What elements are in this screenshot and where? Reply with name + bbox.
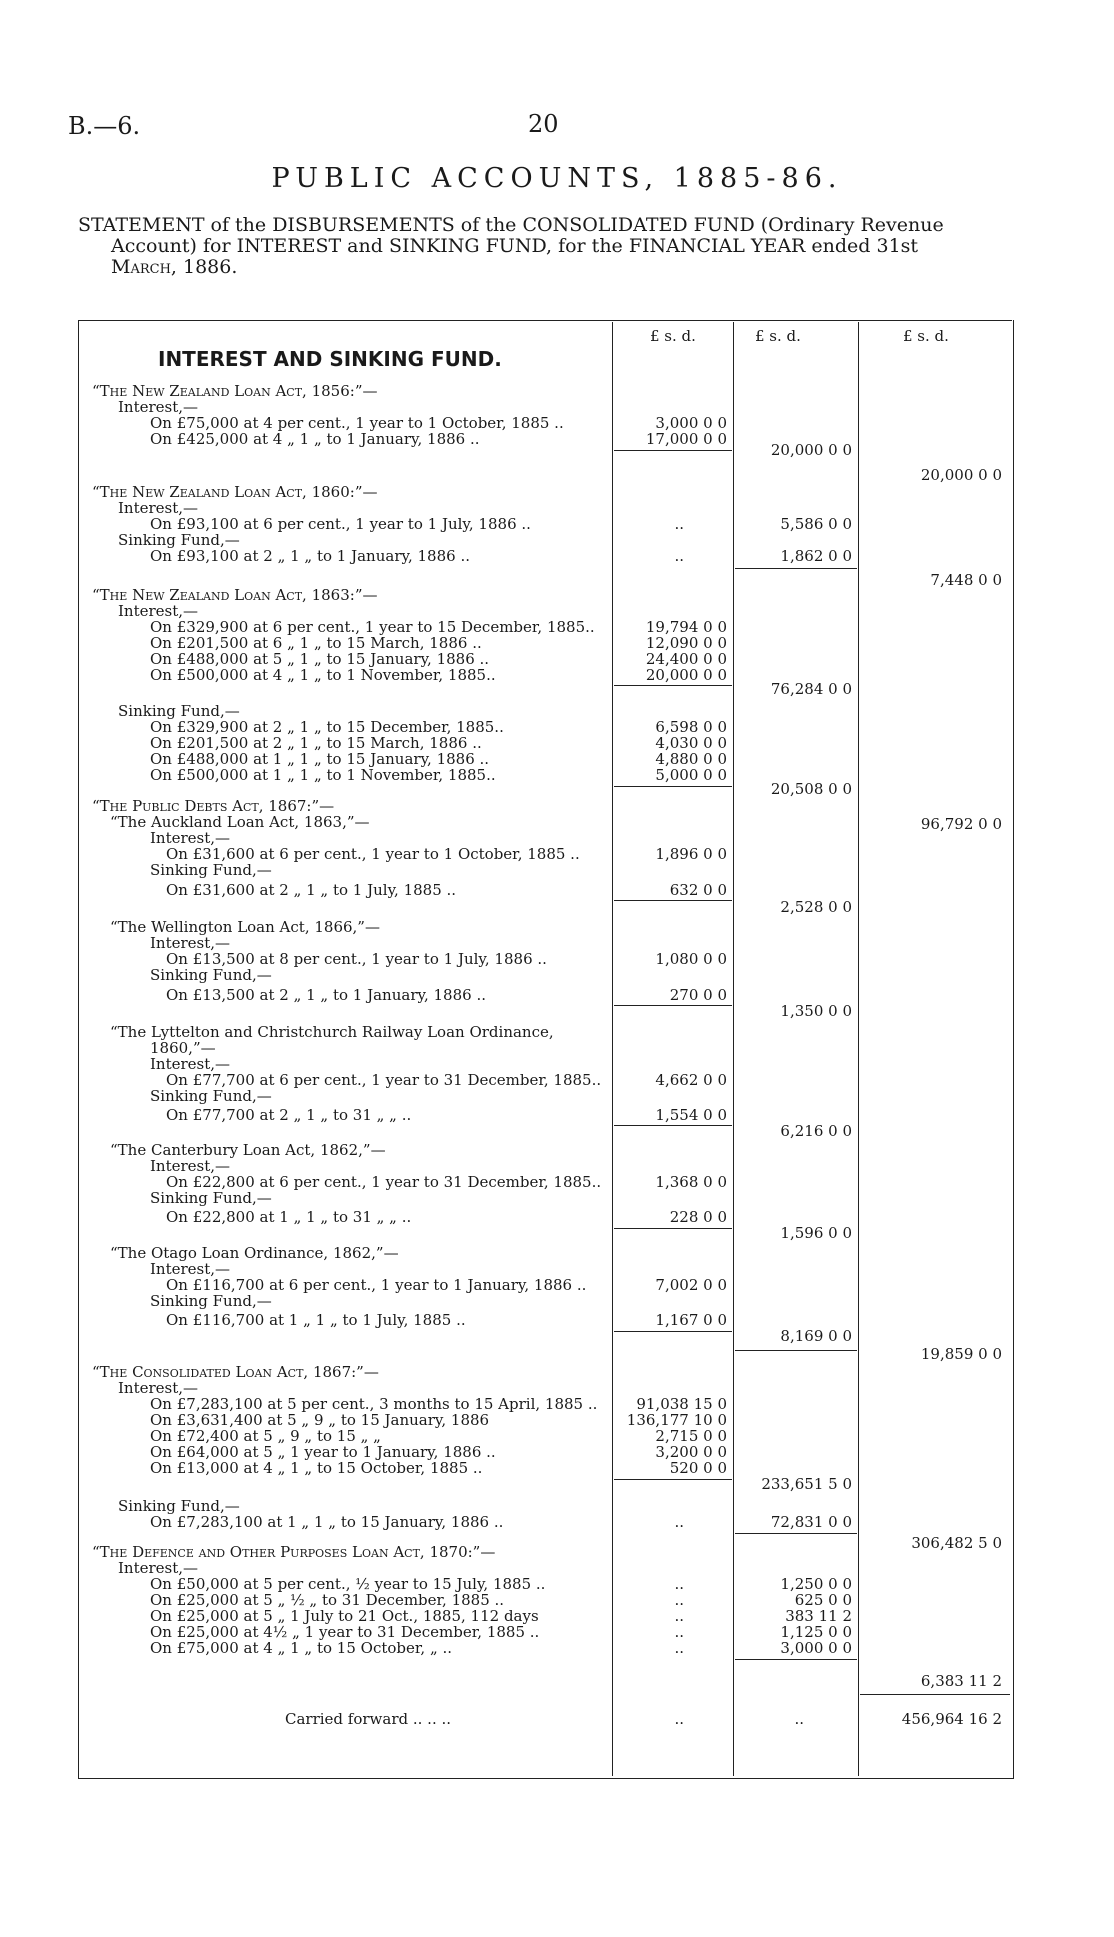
subtotal-rule [735, 1350, 857, 1351]
amount-col1: .. [674, 1607, 684, 1625]
amount-col2: 3,000 0 0 [780, 1639, 852, 1657]
table-row: On £31,600 at 6 per cent., 1 year to 1 October, 1885 .. [166, 845, 580, 863]
subheading: Sinking Fund,— [118, 702, 240, 720]
amount-col1: 4,030 0 0 [655, 734, 727, 752]
amount-col1: 1,554 0 0 [655, 1106, 727, 1124]
subheading: Interest,— [118, 1379, 199, 1397]
table-row: On £7,283,100 at 1 „ 1 „ to 15 January, 1886 .. [150, 1513, 504, 1531]
ordinance-heading-cont: 1860,”— [150, 1039, 216, 1057]
amount-col1: 228 0 0 [669, 1208, 727, 1226]
table-row: On £488,000 at 5 „ 1 „ to 15 January, 1886 .. [150, 650, 490, 668]
act-heading: “The New Zealand Loan Act, 1860:”— [92, 483, 378, 501]
subheading: Sinking Fund,— [150, 861, 272, 879]
table-row: On £201,500 at 2 „ 1 „ to 15 March, 1886 .. [150, 734, 482, 752]
statement-line-1: STATEMENT of the DISBURSEMENTS of the CONSOLIDATED FUND (Ordinary Revenue [78, 214, 944, 236]
amount-col1: .. [674, 1623, 684, 1641]
table-row: On £488,000 at 1 „ 1 „ to 15 January, 1886 .. [150, 750, 490, 768]
amount-col3: 6,383 11 2 [920, 1672, 1002, 1690]
table-row: On £116,700 at 6 per cent., 1 year to 1 January, 1886 .. [166, 1276, 587, 1294]
table-row: On £201,500 at 6 „ 1 „ to 15 March, 1886 .. [150, 634, 482, 652]
amount-col1: .. [674, 1710, 684, 1728]
subheading: Interest,— [150, 829, 231, 847]
subtotal-rule [614, 1228, 732, 1229]
column-header: £ s. d. [650, 327, 696, 345]
subtotal-rule [735, 1659, 857, 1660]
amount-col1: .. [674, 1591, 684, 1609]
table-row: On £75,000 at 4 „ 1 „ to 15 October, „ .. [150, 1639, 453, 1657]
ordinance-heading: “The Canterbury Loan Act, 1862,”— [110, 1141, 386, 1159]
column-header: £ s. d. [903, 327, 949, 345]
amount-col1: 520 0 0 [669, 1459, 727, 1477]
amount-col2: 20,508 0 0 [770, 780, 852, 798]
table-row: On £72,400 at 5 „ 9 „ to 15 „ „ [150, 1427, 381, 1445]
amount-col1: 20,000 0 0 [645, 666, 727, 684]
amount-col1: 7,002 0 0 [655, 1276, 727, 1294]
column-header: £ s. d. [755, 327, 801, 345]
table-row: On £25,000 at 4½ „ 1 year to 31 December, 1885 .. [150, 1623, 540, 1641]
amount-col2: 76,284 0 0 [770, 680, 852, 698]
statement-line-3: March, 1886. [111, 256, 238, 278]
amount-col1: 4,880 0 0 [655, 750, 727, 768]
table-row: On £13,500 at 2 „ 1 „ to 1 January, 1886 .. [166, 986, 486, 1004]
subheading: Sinking Fund,— [150, 1087, 272, 1105]
subheading: Sinking Fund,— [118, 1497, 240, 1515]
amount-col2: 383 11 2 [785, 1607, 852, 1625]
table-row: On £93,100 at 2 „ 1 „ to 1 January, 1886 .. [150, 547, 470, 565]
subtotal-rule [614, 1005, 732, 1006]
page-reference: B.—6. [68, 112, 141, 140]
amount-col3: 19,859 0 0 [920, 1345, 1002, 1363]
amount-col1: .. [674, 1639, 684, 1657]
amount-col1: 12,090 0 0 [645, 634, 727, 652]
table-row: On £93,100 at 6 per cent., 1 year to 1 July, 1886 .. [150, 515, 531, 533]
amount-col2: 1,596 0 0 [780, 1224, 852, 1242]
page-title: PUBLIC ACCOUNTS, 1885-86. [271, 163, 843, 194]
act-heading: “The New Zealand Loan Act, 1863:”— [92, 586, 378, 604]
amount-col2: 8,169 0 0 [780, 1327, 852, 1345]
table-row: On £3,631,400 at 5 „ 9 „ to 15 January, 1886 [150, 1411, 490, 1429]
amount-col3: 96,792 0 0 [920, 815, 1002, 833]
section-heading: INTEREST AND SINKING FUND. [158, 347, 502, 371]
subtotal-rule [614, 786, 732, 787]
subheading: Interest,— [118, 602, 199, 620]
subtotal-rule [735, 1533, 857, 1534]
amount-col1: 1,080 0 0 [655, 950, 727, 968]
amount-col3: 306,482 5 0 [911, 1534, 1002, 1552]
carried-forward-label: Carried forward .. .. .. [285, 1710, 452, 1728]
subheading: Interest,— [150, 1157, 231, 1175]
table-row: On £75,000 at 4 per cent., 1 year to 1 October, 1885 .. [150, 414, 564, 432]
amount-col1: 270 0 0 [669, 986, 727, 1004]
column-divider [858, 322, 859, 1776]
table-row: On £329,900 at 6 per cent., 1 year to 15 December, 1885.. [150, 618, 595, 636]
amount-col2: 5,586 0 0 [780, 515, 852, 533]
subheading: Sinking Fund,— [150, 1189, 272, 1207]
amount-col3: 20,000 0 0 [920, 466, 1002, 484]
subtotal-rule [614, 1479, 732, 1480]
table-row: On £25,000 at 5 „ ½ „ to 31 December, 1885 .. [150, 1591, 505, 1609]
subheading: Sinking Fund,— [150, 1292, 272, 1310]
amount-col3: 7,448 0 0 [930, 571, 1002, 589]
column-divider [612, 322, 613, 1776]
ordinance-heading: “The Otago Loan Ordinance, 1862,”— [110, 1244, 399, 1262]
amount-col1: 24,400 0 0 [645, 650, 727, 668]
amount-col1: 4,662 0 0 [655, 1071, 727, 1089]
amount-col1: 2,715 0 0 [655, 1427, 727, 1445]
amount-col2: 2,528 0 0 [780, 898, 852, 916]
amount-col1: .. [674, 1513, 684, 1531]
amount-col1: 1,368 0 0 [655, 1173, 727, 1191]
act-heading: “The Consolidated Loan Act, 1867:”— [92, 1363, 379, 1381]
table-row: On £13,500 at 8 per cent., 1 year to 1 July, 1886 .. [166, 950, 547, 968]
act-heading: “The New Zealand Loan Act, 1856:”— [92, 382, 378, 400]
amount-col2: 72,831 0 0 [770, 1513, 852, 1531]
statement-line-2: Account) for INTEREST and SINKING FUND, for the FINANCIAL YEAR ended 31st [111, 235, 919, 257]
table-top-rule [78, 320, 1012, 321]
subtotal-rule [614, 1125, 732, 1126]
amount-col2: 1,125 0 0 [780, 1623, 852, 1641]
amount-col1: 5,000 0 0 [655, 766, 727, 784]
column-divider [733, 322, 734, 1776]
table-row: On £77,700 at 2 „ 1 „ to 31 „ „ .. [166, 1106, 412, 1124]
table-row: On £7,283,100 at 5 per cent., 3 months to 15 April, 1885 .. [150, 1395, 598, 1413]
amount-col2: 6,216 0 0 [780, 1122, 852, 1140]
subheading: Interest,— [118, 398, 199, 416]
amount-col1: 1,167 0 0 [655, 1311, 727, 1329]
table-row: On £64,000 at 5 „ 1 year to 1 January, 1886 .. [150, 1443, 496, 1461]
amount-col1: 3,200 0 0 [655, 1443, 727, 1461]
amount-col2: 1,250 0 0 [780, 1575, 852, 1593]
table-row: On £77,700 at 6 per cent., 1 year to 31 December, 1885.. [166, 1071, 602, 1089]
subtotal-rule [614, 900, 732, 901]
table-row: On £13,000 at 4 „ 1 „ to 15 October, 1885 .. [150, 1459, 483, 1477]
table-row: On £25,000 at 5 „ 1 July to 21 Oct., 1885, 112 days [150, 1607, 539, 1625]
amount-col1: 91,038 15 0 [636, 1395, 727, 1413]
table-row: On £329,900 at 2 „ 1 „ to 15 December, 1885.. [150, 718, 504, 736]
amount-col1: 19,794 0 0 [645, 618, 727, 636]
table-row: On £425,000 at 4 „ 1 „ to 1 January, 1886 .. [150, 430, 480, 448]
amount-col1: 3,000 0 0 [655, 414, 727, 432]
amount-col1: 1,896 0 0 [655, 845, 727, 863]
subheading: Sinking Fund,— [118, 531, 240, 549]
amount-col1: .. [674, 1575, 684, 1593]
amount-col1: 6,598 0 0 [655, 718, 727, 736]
subheading: Interest,— [118, 1559, 199, 1577]
act-heading: “The Public Debts Act, 1867:”— [92, 797, 335, 815]
amount-col2: .. [794, 1710, 804, 1728]
total-rule [860, 1694, 1010, 1695]
subheading: Interest,— [150, 934, 231, 952]
amount-col1: .. [674, 547, 684, 565]
subheading: Interest,— [150, 1260, 231, 1278]
table-row: On £31,600 at 2 „ 1 „ to 1 July, 1885 .. [166, 881, 457, 899]
table-row: On £22,800 at 6 per cent., 1 year to 31 December, 1885.. [166, 1173, 602, 1191]
ordinance-heading: “The Wellington Loan Act, 1866,”— [110, 918, 380, 936]
table-row: On £50,000 at 5 per cent., ½ year to 15 July, 1885 .. [150, 1575, 546, 1593]
subtotal-rule [735, 568, 857, 569]
amount-col1: .. [674, 515, 684, 533]
subheading: Interest,— [118, 499, 199, 517]
subheading: Sinking Fund,— [150, 966, 272, 984]
table-row: On £116,700 at 1 „ 1 „ to 1 July, 1885 .. [166, 1311, 466, 1329]
act-heading: “The Defence and Other Purposes Loan Act, 1870:”— [92, 1543, 496, 1561]
carried-forward-total: 456,964 16 2 [901, 1710, 1002, 1728]
amount-col2: 1,350 0 0 [780, 1002, 852, 1020]
amount-col1: 17,000 0 0 [645, 430, 727, 448]
table-row: On £500,000 at 1 „ 1 „ to 1 November, 1885.. [150, 766, 496, 784]
amount-col1: 632 0 0 [669, 881, 727, 899]
subtotal-rule [614, 685, 732, 686]
table-row: On £500,000 at 4 „ 1 „ to 1 November, 1885.. [150, 666, 496, 684]
statement-heading [78, 215, 1018, 278]
subtotal-rule [614, 1331, 732, 1332]
amount-col1: 136,177 10 0 [626, 1411, 727, 1429]
amount-col2: 20,000 0 0 [770, 441, 852, 459]
table-row: On £22,800 at 1 „ 1 „ to 31 „ „ .. [166, 1208, 412, 1226]
subtotal-rule [614, 450, 732, 451]
subheading: Interest,— [150, 1055, 231, 1073]
amount-col2: 1,862 0 0 [780, 547, 852, 565]
ordinance-heading: “The Auckland Loan Act, 1863,”— [110, 813, 370, 831]
amount-col2: 233,651 5 0 [761, 1475, 852, 1493]
page-number: 20 [528, 110, 559, 138]
ordinance-heading: “The Lyttelton and Christchurch Railway Loan Ordinance, [110, 1023, 554, 1041]
amount-col2: 625 0 0 [794, 1591, 852, 1609]
